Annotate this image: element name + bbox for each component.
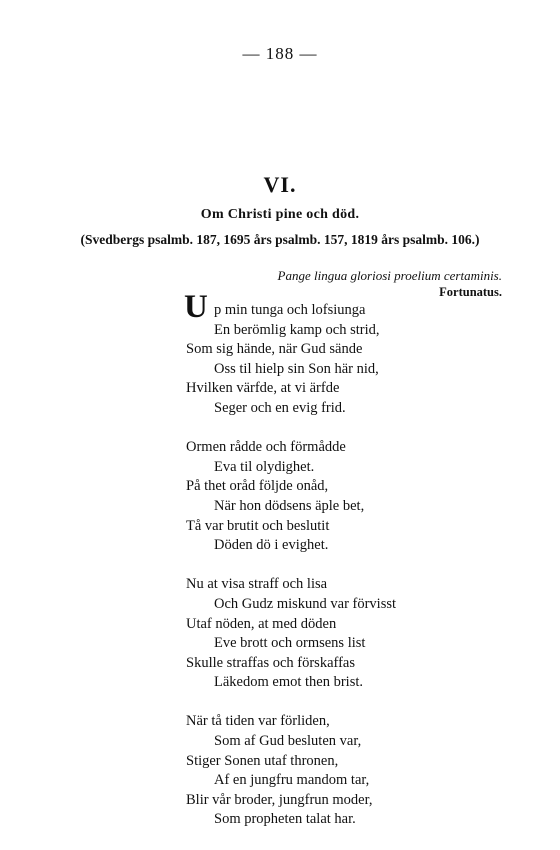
poem-line: Skulle straffas och förskaffas [186,654,355,671]
poem-line: Som sig hände, när Gud sände [186,341,363,358]
poem-line: När tå tiden var förliden, [186,713,330,730]
chapter-number: VI. [263,172,297,197]
poem-line: Utaf nöden, at med döden [186,615,337,632]
poem-line: En berömlig kamp och strid, [214,321,380,338]
poem-line: Nu at visa straff och lisa [186,576,328,593]
poem-line: När hon dödsens äple bet, [214,497,365,514]
stanza-4 [186,712,526,830]
drop-cap: U [184,289,208,325]
stanza-3 [186,575,526,693]
poem-line: Läkedom emot then brist. [214,674,363,691]
poem-line: Eva til olydighet. [214,458,315,475]
poem-line: Eve brott och ormsens list [214,635,366,652]
poem-line: Som propheten talat har. [214,811,356,828]
poem-line: Och Gudz miskund var förvisst [214,595,397,612]
first-line-text: p min tunga och lofsiunga [214,302,366,318]
poem-line: Seger och en evig frid. [214,399,346,416]
poem-line: Oss til hielp sin Son här nid, [214,360,379,377]
poem-line: Blir vår broder, jungfrun moder, [186,791,373,808]
epigraph [200,268,502,300]
poem-line: Som af Gud besluten var, [214,733,362,750]
epigraph-latin: Pange lingua gloriosi proelium certaminis. [277,268,502,283]
poem-line: Döden dö i evighet. [214,537,329,554]
poem-line: Af en jungfru mandom tar, [214,772,370,789]
poem-line: Tå var brutit och beslutit [186,517,330,534]
poem-line: Hvilken värfde, at vi ärfde [186,380,340,397]
hymnal-references: (Svedbergs psalmb. 187, 1695 års psalmb. 157, 1819 års psalmb. 106.) [80,232,480,247]
poem-line: På thet oråd följde onåd, [186,478,329,495]
page-number: — 188 — [242,44,318,63]
poem-line: Stiger Sonen utaf thronen, [186,752,339,769]
poem-line: Ormen rådde och förmådde [186,439,346,456]
hymn-title: Om Christi pine och död. [200,207,360,222]
epigraph-author: Fortunatus. [439,285,502,299]
stanza-2 [186,438,526,556]
